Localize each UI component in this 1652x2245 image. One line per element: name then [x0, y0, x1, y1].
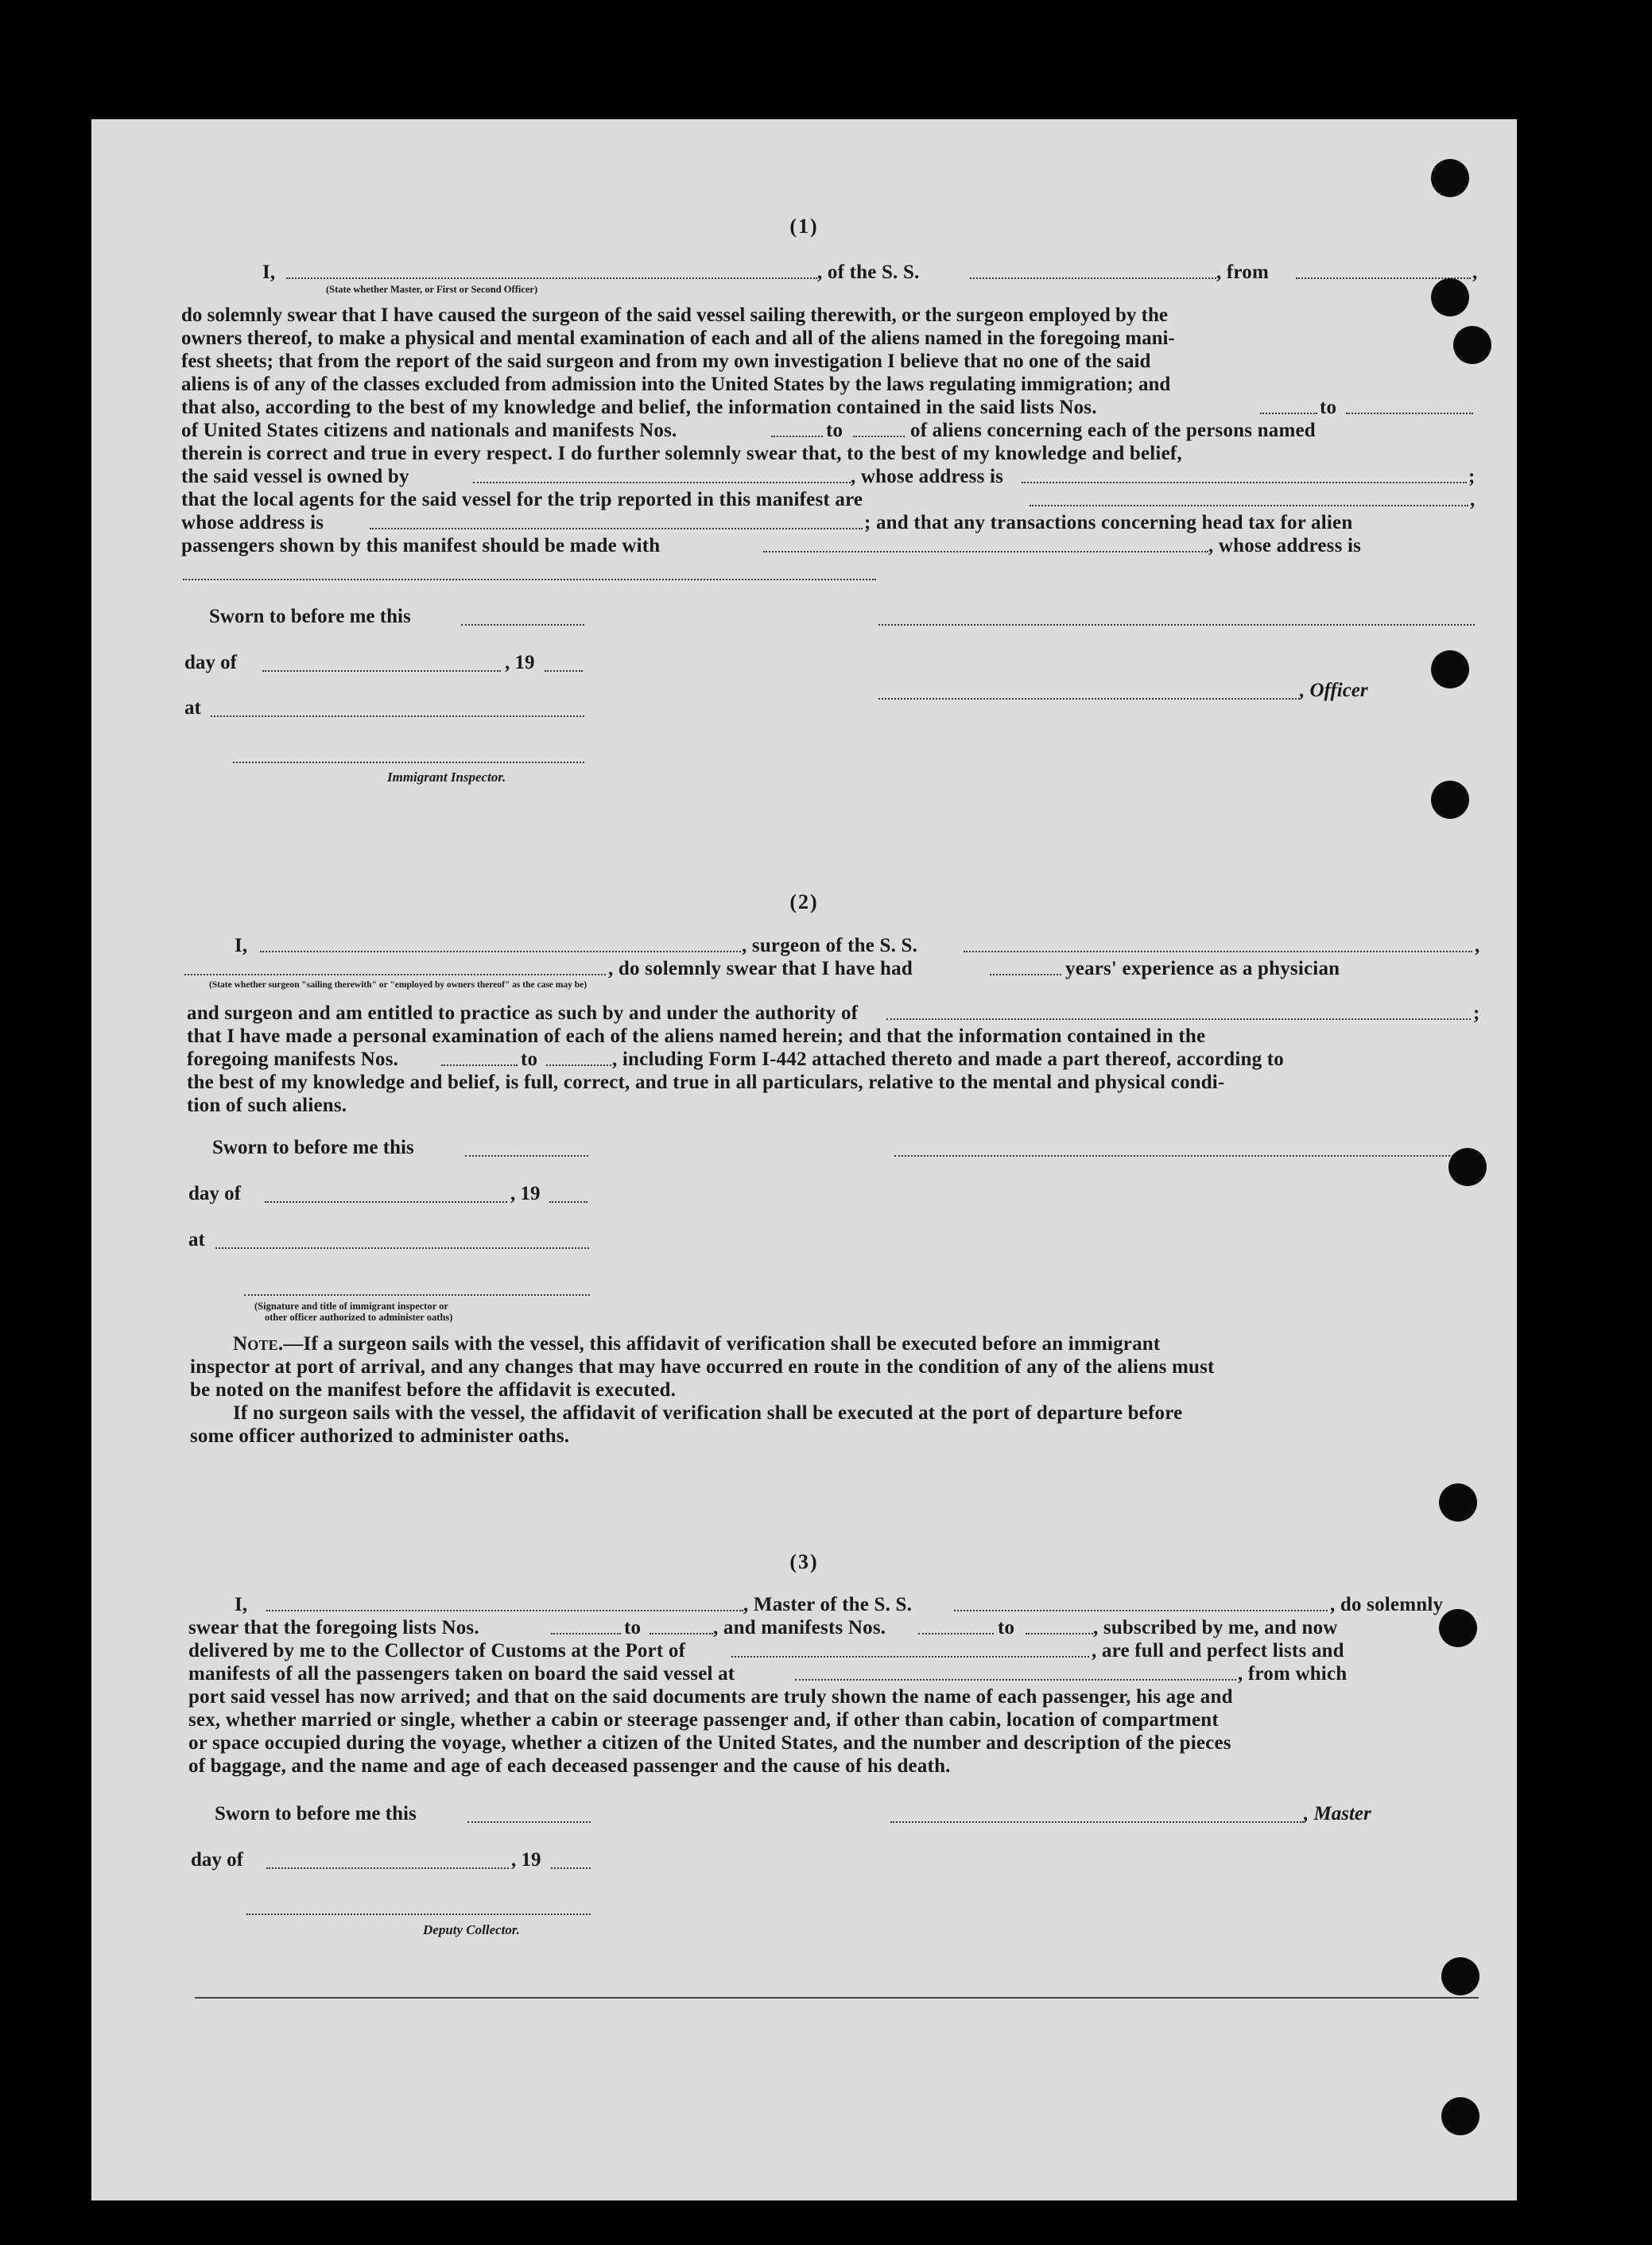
s3-line-2a: swear that the foregoing lists Nos. [188, 1617, 479, 1638]
s1-sworn-date-field[interactable] [461, 624, 584, 626]
s1-lists-to-field[interactable] [1346, 413, 1473, 414]
s2-surgeon-name-field[interactable] [260, 951, 741, 952]
s2-line-5b: , including Form I-442 attached thereto and made a part thereof, according to [612, 1049, 1284, 1070]
s3-year-field[interactable] [551, 1867, 591, 1869]
s1-line-3: fest sheets; that from the report of the said surgeon and from my own investigation I believe that no one of the said [181, 351, 1151, 372]
s3-day-field[interactable] [266, 1867, 509, 1869]
s3-master-signature-line[interactable] [890, 1821, 1304, 1823]
s2-l3-end: ; [1473, 1002, 1480, 1024]
s1-line-2: owners thereof, to make a physical and mental examination of each and all of the aliens named in the foregoing mani- [181, 328, 1175, 349]
s1-head-tax-address-field[interactable] [183, 579, 876, 580]
s3-l1-end: , do solemnly [1330, 1594, 1444, 1615]
s1-officer-line[interactable] [878, 698, 1300, 700]
s1-line-1: do solemnly swear that I have caused the surgeon of the said vessel sailing therewith, or the surgeon employed by the [181, 304, 1168, 326]
s3-embark-port-field[interactable] [795, 1679, 1236, 1681]
s3-manifest-from-field[interactable] [918, 1633, 994, 1634]
s2-surgeon-type-note: (State whether surgeon "sailing therewith" or "employed by owners thereof" as the case may be) [209, 980, 588, 990]
s1-agents-address-field[interactable] [370, 528, 863, 529]
s2-line-5a: foregoing manifests Nos. [187, 1049, 399, 1070]
s3-line-5: port said vessel has now arrived; and that on the said documents are truly shown the name of each passenger, his age and [188, 1686, 1233, 1708]
s1-officer-note: (State whether Master, or First or Second Officer) [326, 284, 538, 295]
s2-sworn-date-field[interactable] [465, 1155, 588, 1157]
s2-years-field[interactable] [990, 974, 1061, 975]
s2-note-line-1 [233, 1332, 1160, 1355]
s1-day-field[interactable] [262, 670, 501, 672]
s1-l10-rest: ; and that any transactions concerning head tax for alien [864, 512, 1353, 533]
s1-line-10: whose address is [181, 512, 324, 533]
s3-line-8: of baggage, and the name and age of each deceased passenger and the cause of his death. [188, 1755, 951, 1777]
s2-note-line-2: inspector at port of arrival, and any changes that may have occurred en route in the condition of any of the aliens must [190, 1356, 1215, 1378]
s2-year-field[interactable] [549, 1201, 588, 1203]
s3-year-label: , 19 [511, 1849, 541, 1871]
s1-agents-field[interactable] [1030, 505, 1468, 506]
s2-manifest-to-field[interactable] [546, 1064, 611, 1066]
punch-hole-1 [1431, 159, 1469, 197]
s1-l8-end: ; [1468, 466, 1476, 487]
s2-line-3: and surgeon and am entitled to practice as such by and under the authority of [187, 1002, 859, 1024]
s1-l5-to: to [1320, 397, 1337, 418]
s1-line-9: that the local agents for the said vessel for the trip reported in this manifest are [181, 489, 863, 510]
s2-authority-field[interactable] [886, 1018, 1471, 1020]
s2-sig-note-2: other officer authorized to administer oaths) [265, 1312, 453, 1323]
punch-hole-5 [1431, 781, 1469, 819]
s2-note-line-4: If no surgeon sails with the vessel, the affidavit of verification shall be executed at the port of departure before [233, 1402, 1183, 1424]
s3-deputy-signature-line[interactable] [246, 1913, 591, 1915]
s3-port-field[interactable] [731, 1656, 1089, 1658]
s1-manifest-from-field[interactable] [771, 436, 823, 437]
s3-lists-to-field[interactable] [650, 1633, 713, 1634]
s3-line-4a: manifests of all the passengers taken on board the said vessel at [188, 1663, 735, 1685]
s2-vessel-field[interactable] [964, 951, 1472, 952]
s1-from-label: , from [1216, 262, 1269, 283]
s1-l9-end: , [1470, 489, 1476, 510]
punch-hole-10 [1441, 2097, 1479, 2135]
s1-line-8: the said vessel is owned by [181, 466, 409, 487]
s3-master-sig-label: , Master [1304, 1803, 1371, 1824]
s3-sworn-label: Sworn to before me this [215, 1803, 417, 1824]
s2-line-4: that I have made a personal examination of each of the aliens named herein; and that the information contained in the [187, 1026, 1206, 1047]
s1-inspector-label: Immigrant Inspector. [387, 770, 506, 785]
punch-hole-4 [1431, 650, 1469, 688]
s1-oath-paragraph [181, 304, 1473, 396]
s1-owner-address-field[interactable] [1022, 482, 1467, 483]
s1-i-label: I, [262, 262, 276, 283]
punch-hole-8 [1439, 1609, 1477, 1647]
s1-officer-label: , Officer [1300, 680, 1368, 701]
s2-years-label: years' experience as a physician [1065, 958, 1340, 979]
s1-line-11: passengers shown by this manifest should be made with [181, 535, 661, 556]
s1-l8-addr: , whose address is [851, 466, 1004, 487]
s3-line-3a: delivered by me to the Collector of Customs at the Port of [188, 1640, 686, 1661]
s2-at-label: at [188, 1229, 205, 1250]
s1-line-4: aliens is of any of the classes excluded from admission into the United States by the laws regulating immigration; and [181, 374, 1171, 395]
s1-line-7: therein is correct and true in every respect. I do further solemnly swear that, to the best of my knowledge and belief, [181, 443, 1182, 464]
s1-sworn-label: Sworn to before me this [209, 606, 411, 627]
punch-hole-7 [1439, 1483, 1477, 1522]
s2-note-line-3: be noted on the manifest before the affidavit is executed. [190, 1379, 677, 1401]
s1-inspector-signature-line[interactable] [233, 762, 584, 763]
section-1-number: (1) [789, 215, 819, 238]
s2-day-of-label: day of [188, 1183, 241, 1204]
s1-l6-to: to [826, 420, 843, 441]
punch-hole-2 [1431, 278, 1469, 316]
s3-deputy-label: Deputy Collector. [423, 1922, 520, 1937]
s2-i-label: I, [235, 935, 248, 956]
s1-manifest-to-field[interactable] [853, 436, 905, 437]
punch-hole-6 [1448, 1148, 1487, 1186]
s2-l1-end: , [1475, 935, 1480, 956]
section-2-number: (2) [789, 890, 819, 913]
s3-manifest-to-field[interactable] [1026, 1633, 1093, 1634]
bottom-rule [195, 1997, 1479, 1999]
s2-note-text-1: —If a surgeon sails with the vessel, this affidavit of verification shall be executed before an immigrant [283, 1333, 1161, 1355]
s1-comma: , [1472, 262, 1478, 283]
s2-surgeon-type-field[interactable] [184, 974, 606, 975]
s2-swear-label: , do solemnly swear that I have had [608, 958, 913, 979]
s2-day-field[interactable] [265, 1201, 507, 1203]
s1-year-field[interactable] [545, 670, 583, 672]
s2-line-7: tion of such aliens. [187, 1095, 347, 1116]
s2-inspector-signature-line[interactable] [244, 1294, 590, 1296]
s3-i-label: I, [235, 1594, 248, 1615]
s1-lists-from-field[interactable] [1260, 413, 1317, 414]
s2-at-field[interactable] [215, 1247, 589, 1249]
s1-line-6: of United States citizens and nationals and manifests Nos. [181, 420, 677, 441]
s1-officer-name-field[interactable] [286, 277, 817, 279]
s3-line-3b: , are full and perfect lists and [1092, 1640, 1344, 1661]
s1-at-field[interactable] [211, 715, 584, 717]
s1-year-label: , 19 [505, 652, 535, 673]
s1-owner-field[interactable] [473, 482, 851, 483]
punch-hole-9 [1441, 1957, 1479, 1995]
s3-master-label: , Master of the S. S. [743, 1594, 913, 1615]
s2-surgeon-label: , surgeon of the S. S. [742, 935, 918, 956]
s3-line-2c: , subscribed by me, and now [1093, 1617, 1338, 1638]
s3-line-7: or space occupied during the voyage, whether a citizen of the United States, and the number and description of the pieces [188, 1732, 1231, 1754]
s2-l5-to: to [521, 1049, 538, 1070]
s1-line-5: that also, according to the best of my knowledge and belief, the information contained in the said lists Nos. [181, 397, 1097, 418]
s2-surgeon-signature-line[interactable] [894, 1155, 1479, 1157]
s3-sworn-date-field[interactable] [467, 1821, 591, 1823]
s1-l11-rest: , whose address is [1208, 535, 1362, 556]
s3-day-of-label: day of [191, 1849, 243, 1871]
s3-line-4b: , from which [1238, 1663, 1348, 1685]
s2-note-label: Note. [233, 1333, 284, 1355]
s2-manifest-from-field[interactable] [441, 1064, 518, 1066]
manifest-page [91, 119, 1517, 2200]
s3-master-name-field[interactable] [266, 1610, 743, 1611]
s1-head-tax-field[interactable] [763, 551, 1208, 553]
s1-ss-label: , of the S. S. [817, 262, 920, 283]
s1-day-of-label: day of [184, 652, 237, 673]
s1-officer-signature-line[interactable] [878, 624, 1475, 626]
s3-l2-to1: to [624, 1617, 642, 1638]
s2-note-line-5: some officer authorized to administer oaths. [190, 1425, 570, 1447]
s2-line-6: the best of my knowledge and belief, is full, correct, and true in all particulars, relative to the mental and physical condi- [187, 1072, 1225, 1093]
s3-lists-from-field[interactable] [551, 1633, 621, 1634]
s3-l2-to2: to [998, 1617, 1015, 1638]
s2-sworn-label: Sworn to before me this [212, 1137, 414, 1158]
s3-line-6: sex, whether married or single, whether a cabin or steerage passenger and, if other than cabin, location of compartment [188, 1709, 1219, 1731]
s3-vessel-field[interactable] [954, 1610, 1328, 1611]
s1-l6-rest: of aliens concerning each of the persons named [910, 420, 1316, 441]
s2-year-label: , 19 [510, 1183, 541, 1204]
s2-sig-note-1: (Signature and title of immigrant inspector or [254, 1301, 448, 1312]
section-3-number: (3) [789, 1550, 819, 1573]
s1-vessel-field[interactable] [970, 277, 1216, 279]
s1-at-label: at [184, 697, 201, 719]
punch-hole-3 [1453, 326, 1491, 364]
s3-line-2b: , and manifests Nos. [713, 1617, 886, 1638]
